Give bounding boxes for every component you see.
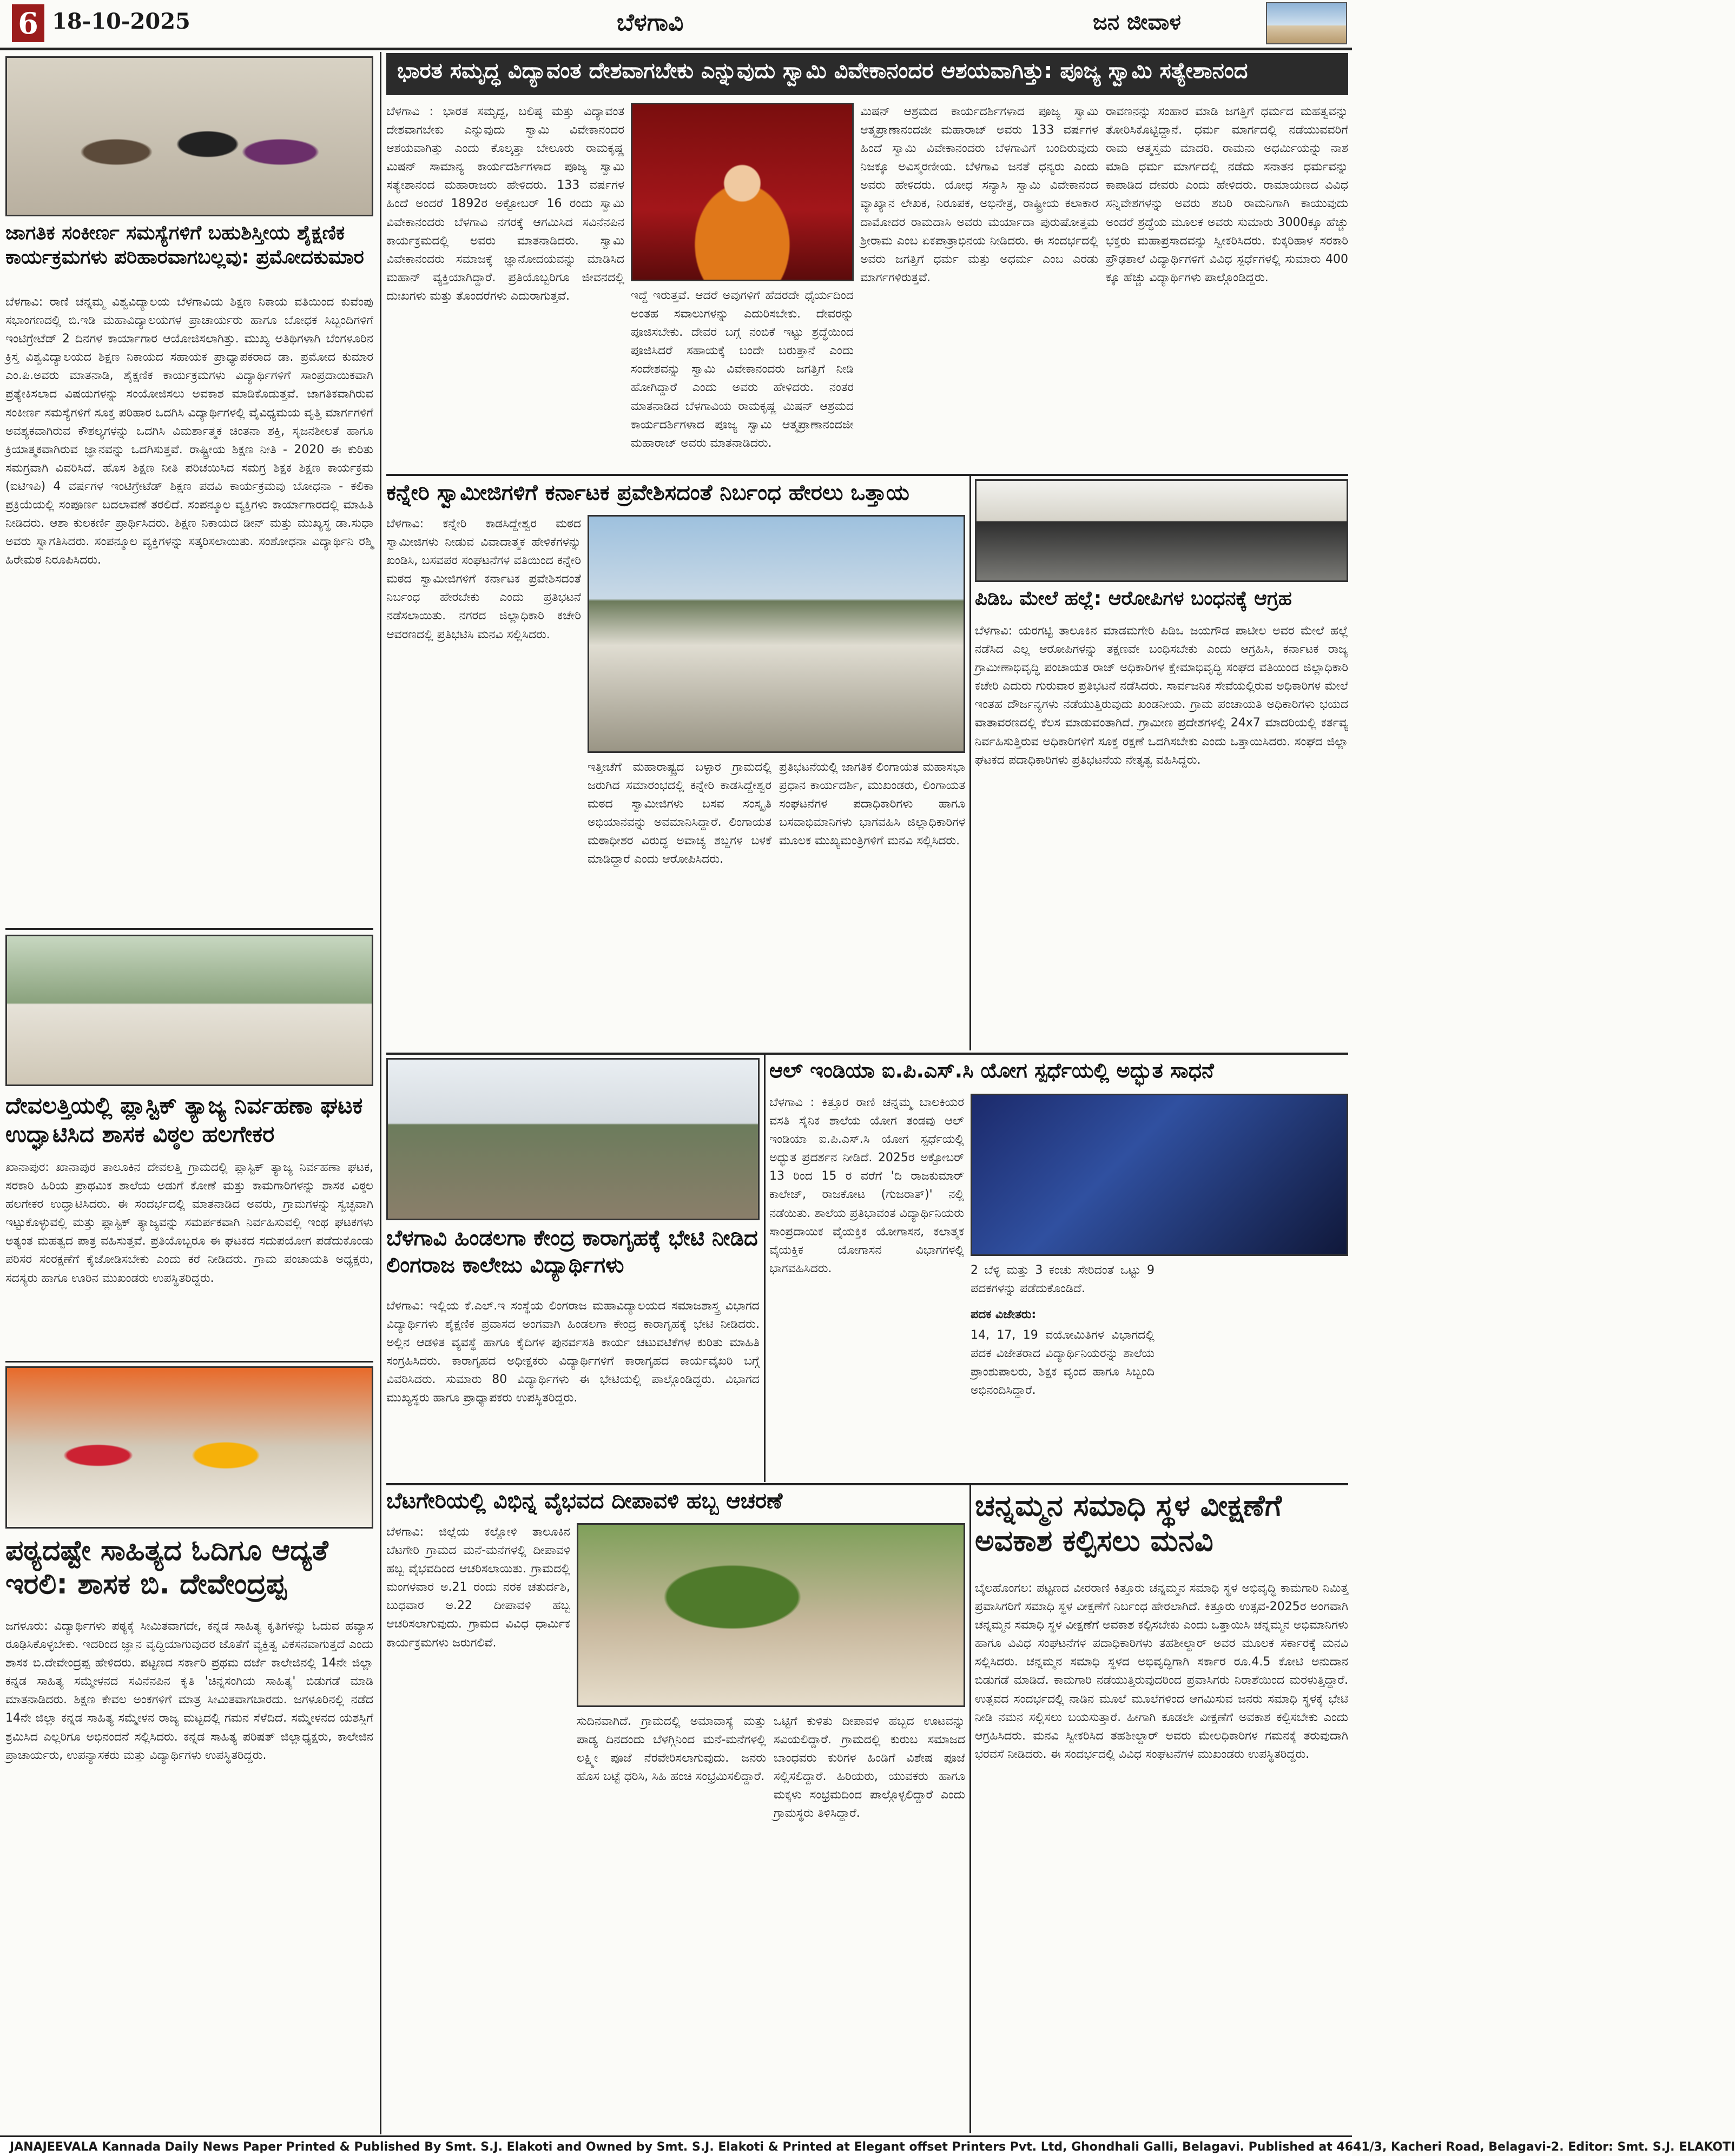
article-kaneri-col3: ಪ್ರತಿಭಟನೆಯಲ್ಲಿ ಜಾಗತಿಕ ಲಿಂಗಾಯತ ಮಹಾಸಭಾ ಪ್ರಧಾನ ಕಾರ್ಯದರ್ಶಿ, ಮುಖಂಡರು, ಲಿಂಗಾಯತ ಸಂಘಟನೆಗಳ ಪದಾಧಿಕಾರಿಗಳು ಹಾಗೂ ಬಸವಾಭಿಮಾನಿಗಳು ಭಾಗವಹಿಸಿ ಜಿಲ್ಲಾಧಿಕಾರಿಗಳ ಮೂಲಕ ಮುಖ್ಯಮಂತ್ರಿಗಳಿಗೆ ಮನವಿ ಸಲ್ಲಿಸಿದರು. xyxy=(779,760,965,848)
article-yoga-body2: 2 ಬೆಳ್ಳಿ ಮತ್ತು 3 ಕಂಚು ಸೇರಿದಂತೆ ಒಟ್ಟು 9 ಪದಕಗಳನ್ನು ಪಡೆದುಕೊಂಡಿದೆ. xyxy=(971,1264,1155,1296)
article-betageri-col2: ಸುದಿನವಾಗಿದೆ. ಗ್ರಾಮದಲ್ಲಿ ಅಮಾವಾಸ್ಯೆ ಮತ್ತು ಪಾಡ್ಯ ದಿನದಂದು ಬೆಳಗ್ಗಿನಿಂದ ಮನೆ-ಮನೆಗಳಲ್ಲಿ ಲಕ್ಷ್ಮೀ ಪೂಜೆ ನೆರವೇರಿಸಲಾಗುವುದು. ಜನರು ಹೊಸ ಬಟ್ಟೆ ಧರಿಸಿ, ಸಿಹಿ ಹಂಚಿ ಸಂಭ್ರಮಿಸಲಿದ್ದಾರೆ. xyxy=(577,1715,766,1784)
article-chennamma-headline: ಚನ್ನಮ್ಮನ ಸಮಾಧಿ ಸ್ಥಳ ವೀಕ್ಷಣೆಗೆ ಅವಕಾಶ ಕಲ್ಪಿಸಲು ಮನವಿ xyxy=(975,1489,1282,1558)
divider xyxy=(5,1361,373,1363)
article-left3-headline: ಪಠ್ಯದಷ್ಟೇ ಸಾಹಿತ್ಯದ ಓದಿಗೂ ಆದ್ಯತೆ ಇರಲಿ: ಶಾಸಕ ಬಿ. ದೇವೇಂದ್ರಪ್ಪ xyxy=(5,1535,328,1601)
article-left2-body: ಖಾನಾಪುರ: ಖಾನಾಪುರ ತಾಲೂಕಿನ ದೇವಲತ್ತಿ ಗ್ರಾಮದಲ್ಲಿ ಪ್ಲಾಸ್ಟಿಕ್ ತ್ಯಾಜ್ಯ ನಿರ್ವಹಣಾ ಘಟಕ, ಸರಕಾರಿ ಹಿರಿಯ ಪ್ರಾಥಮಿಕ ಶಾಲೆಯ ಅಡುಗೆ ಕೋಣೆ ಮತ್ತು ಕಾಮಗಾರಿಗಳನ್ನು ಶಾಸಕ ವಿಠ್ಠಲ ಹಲಗೇಕರ ಉದ್ಘಾಟಿಸಿದರು. ಈ ಸಂದರ್ಭದಲ್ಲಿ ಮಾತನಾಡಿದ ಅವರು, ಗ್ರಾಮಗಳನ್ನು ಸ್ವಚ್ಛವಾಗಿ ಇಟ್ಟುಕೊಳ್ಳುವಲ್ಲಿ ಮತ್ತು ಪ್ಲಾಸ್ಟಿಕ್ ತ್ಯಾಜ್ಯವನ್ನು ಸಮರ್ಪಕವಾಗಿ ನಿರ್ವಹಿಸುವಲ್ಲಿ ಇಂಥ ಘಟಕಗಳು ಅತ್ಯಂತ ಮಹತ್ವದ ಪಾತ್ರ ವಹಿಸುತ್ತವೆ. ಪ್ರತಿಯೊಬ್ಬರೂ ಈ ಘಟಕದ ಸದುಪಯೋಗ ಪಡೆದುಕೊಂಡು ಪರಿಸರ ಸಂರಕ್ಷಣೆಗೆ ಕೈಜೋಡಿಸಬೇಕು ಎಂದು ಕರೆ ನೀಡಿದರು. ಗ್ರಾಮ ಪಂಚಾಯತಿ ಅಧ್ಯಕ್ಷರು, ಸದಸ್ಯರು ಹಾಗೂ ಊರಿನ ಮುಖಂಡರು ಉಪಸ್ಥಿತರಿದ್ದರು. xyxy=(5,1161,373,1285)
divider xyxy=(5,928,373,930)
article-prison-body: ಬೆಳಗಾವಿ: ಇಲ್ಲಿಯ ಕೆ.ಎಲ್.ಇ ಸಂಸ್ಥೆಯ ಲಿಂಗರಾಜ ಮಹಾವಿದ್ಯಾಲಯದ ಸಮಾಜಶಾಸ್ತ್ರ ವಿಭಾಗದ ವಿದ್ಯಾರ್ಥಿಗಳು ಶೈಕ್ಷಣಿಕ ಪ್ರವಾಸದ ಅಂಗವಾಗಿ ಹಿಂಡಲಗಾ ಕೇಂದ್ರ ಕಾರಾಗೃಹಕ್ಕೆ ಭೇಟಿ ನೀಡಿದರು. ಅಲ್ಲಿನ ಆಡಳಿತ ವ್ಯವಸ್ಥೆ ಹಾಗೂ ಕೈದಿಗಳ ಪುನರ್ವಸತಿ ಕಾರ್ಯ ಚಟುವಟಿಕೆಗಳ ಕುರಿತು ಮಾಹಿತಿ ಸಂಗ್ರಹಿಸಿದರು. ಕಾರಾಗೃಹದ ಅಧೀಕ್ಷಕರು ವಿದ್ಯಾರ್ಥಿಗಳಿಗೆ ಕಾರಾಗೃಹದ ಕಾರ್ಯವೈಖರಿ ಬಗ್ಗೆ ವಿವರಿಸಿದರು. ಸುಮಾರು 80 ವಿದ್ಯಾರ್ಥಿಗಳು ಈ ಭೇಟಿಯಲ್ಲಿ ಪಾಲ್ಗೊಂಡಿದ್ದರು. ವಿಭಾಗದ ಮುಖ್ಯಸ್ಥರು ಹಾಗೂ ಪ್ರಾಧ್ಯಾಪಕರು ಉಪಸ್ಥಿತರಿದ್ದರು. xyxy=(386,1299,760,1405)
prison-visit-photo xyxy=(386,1058,760,1220)
yoga-team-photo xyxy=(971,1094,1348,1256)
article-left3-body: ಜಗಳೂರು: ವಿದ್ಯಾರ್ಥಿಗಳು ಪಠ್ಯಕ್ಕೆ ಸೀಮಿತವಾಗದೇ, ಕನ್ನಡ ಸಾಹಿತ್ಯ ಕೃತಿಗಳನ್ನು ಓದುವ ಹವ್ಯಾಸ ರೂಢಿಸಿಕೊಳ್ಳಬೇಕು. ಇದರಿಂದ ಜ್ಞಾನ ವೃದ್ಧಿಯಾಗುವುದರ ಜೊತೆಗೆ ವ್ಯಕ್ತಿತ್ವ ವಿಕಸನವಾಗುತ್ತದೆ ಎಂದು ಶಾಸಕ ಬಿ.ದೇವೇಂದ್ರಪ್ಪ ಹೇಳಿದರು. ಪಟ್ಟಣದ ಸರ್ಕಾರಿ ಪ್ರಥಮ ದರ್ಜೆ ಕಾಲೇಜಿನಲ್ಲಿ 14ನೇ ಜಿಲ್ಲಾ ಕನ್ನಡ ಸಾಹಿತ್ಯ ಸಮ್ಮೇಳನದ ಸವಿನೆನಪಿನ ಕೃತಿ 'ಚಿನ್ನಸಂಗಿಯ ಸಾಹಿತ್ಯ' ಬಿಡುಗಡೆ ಮಾಡಿ ಮಾತನಾಡಿದರು. ಶಿಕ್ಷಣ ಕೇವಲ ಅಂಕಗಳಿಗೆ ಮಾತ್ರ ಸೀಮಿತವಾಗಬಾರದು. ಜಗಳೂರಿನಲ್ಲಿ ನಡೆದ 14ನೇ ಜಿಲ್ಲಾ ಕನ್ನಡ ಸಾಹಿತ್ಯ ಸಮ್ಮೇಳನ ರಾಜ್ಯ ಮಟ್ಟದಲ್ಲಿ ಗಮನ ಸೆಳೆದಿದೆ. ಸಮ್ಮೇಳನದ ಯಶಸ್ಸಿಗೆ ಶ್ರಮಿಸಿದ ಎಲ್ಲರಿಗೂ ಅಭಿನಂದನೆ ಸಲ್ಲಿಸಿದರು. ಕನ್ನಡ ಸಾಹಿತ್ಯ ಪರಿಷತ್ ಜಿಲ್ಲಾಧ್ಯಕ್ಷರು, ಕಾಲೇಜಿನ ಪ್ರಾಚಾರ್ಯರು, ಉಪನ್ಯಾಸಕರು ಮತ್ತು ವಿದ್ಯಾರ್ಥಿಗಳು ಉಪಸ್ಥಿತರಿದ್ದರು. xyxy=(5,1619,373,1762)
article-yoga-headline: ಆಲ್ ಇಂಡಿಯಾ ಐ.ಪಿ.ಎಸ್.ಸಿ ಯೋಗ ಸ್ಪರ್ಧೆಯಲ್ಲಿ ಅದ್ಭುತ ಸಾಧನೆ xyxy=(769,1059,1214,1082)
divider xyxy=(386,474,1348,476)
inauguration-photo xyxy=(5,935,373,1086)
article-yoga-body: ಬೆಳಗಾವಿ : ಕಿತ್ತೂರ ರಾಣಿ ಚನ್ನಮ್ಮ ಬಾಲಕಿಯರ ವಸತಿ ಸೈನಿಕ ಶಾಲೆಯ ಯೋಗ ತಂಡವು ಆಲ್ ಇಂಡಿಯಾ ಐ.ಪಿ.ಎಸ್.ಸಿ ಯೋಗ ಸ್ಪರ್ಧೆಯಲ್ಲಿ ಅದ್ಭುತ ಪ್ರದರ್ಶನ ನೀಡಿದೆ. 2025ರ ಅಕ್ಟೋಬರ್ 13 ರಿಂದ 15 ರ ವರೆಗೆ 'ದಿ ರಾಜಕುಮಾರ್ ಕಾಲೇಜ್, ರಾಜಕೋಟ (ಗುಜರಾತ್)' ನಲ್ಲಿ ನಡೆಯಿತು. ಶಾಲೆಯ ಪ್ರತಿಭಾವಂತ ವಿದ್ಯಾರ್ಥಿನಿಯರು ಸಾಂಪ್ರದಾಯಿಕ ವೈಯಕ್ತಿಕ ಯೋಗಾಸನ, ಕಲಾತ್ಮಕ ವೈಯಕ್ತಿಕ ಯೋಗಾಸನ ವಿಭಾಗಗಳಲ್ಲಿ ಭಾಗವಹಿಸಿದರು. xyxy=(769,1096,964,1275)
article-prison-headline: ಬೆಳಗಾವಿ ಹಿಂಡಲಗಾ ಕೇಂದ್ರ ಕಾರಾಗೃಹಕ್ಕೆ ಭೇಟಿ ನೀಡಿದ ಲಿಂಗರಾಜ ಕಾಲೇಜು ವಿದ್ಯಾರ್ಥಿಗಳು xyxy=(386,1226,758,1278)
issue-date: 18-10-2025 xyxy=(52,9,190,34)
article-kaneri-col2: ಇತ್ತೀಚೆಗೆ ಮಹಾರಾಷ್ಟ್ರದ ಬಳ್ಳಾರ ಗ್ರಾಮದಲ್ಲಿ ಜರುಗಿದ ಸಮಾರಂಭದಲ್ಲಿ ಕನ್ನೇರಿ ಕಾಡಸಿದ್ದೇಶ್ವರ ಮಠದ ಸ್ವಾಮೀಜಿಗಳು ಬಸವ ಸಂಸ್ಕೃತಿ ಅಭಿಯಾನವನ್ನು ಅವಮಾನಿಸಿದ್ದಾರೆ. ಲಿಂಗಾಯತ ಮಠಾಧೀಶರ ವಿರುದ್ಧ ಅವಾಚ್ಯ ಶಬ್ದಗಳ ಬಳಕೆ ಮಾಡಿದ್ದಾರೆ ಎಂದು ಆರೋಪಿಸಿದರು. xyxy=(588,760,771,867)
article-left1-headline: ಜಾಗತಿಕ ಸಂಕೀರ್ಣ ಸಮಸ್ಯೆಗಳಿಗೆ ಬಹುಶಿಸ್ತೀಯ ಶೈಕ್ಷಣಿಕ ಕಾರ್ಯಕ್ರಮಗಳು ಪರಿಹಾರವಾಗಬಲ್ಲವು: ಪ್ರಮೋದಕುಮಾರ xyxy=(5,222,364,268)
article-swami-headline: ಭಾರತ ಸಮೃದ್ಧ ವಿದ್ಯಾವಂತ ದೇಶವಾಗಬೇಕು ಎನ್ನುವುದು ಸ್ವಾಮಿ ವಿವೇಕಾನಂದರ ಆಶಯವಾಗಿತ್ತು: ಪೂಜ್ಯ ಸ್ವಾಮಿ ಸತ್ಯೇಶಾನಂದ xyxy=(386,53,1348,95)
workshop-photo xyxy=(5,56,373,216)
book-release-photo xyxy=(5,1366,373,1529)
column-divider xyxy=(969,476,971,1050)
divider xyxy=(386,1053,1348,1055)
page-number: 6 xyxy=(12,4,44,42)
protest-photo xyxy=(588,515,965,753)
article-pdo-headline: ಪಿಡಿಒ ಮೇಲೆ ಹಲ್ಲೆ: ಆರೋಪಿಗಳ ಬಂಧನಕ್ಕೆ ಆಗ್ರಹ xyxy=(975,587,1292,610)
article-left2-headline: ದೇವಲತ್ತಿಯಲ್ಲಿ ಪ್ಲಾಸ್ಟಿಕ್ ತ್ಯಾಜ್ಯ ನಿರ್ವಹಣಾ ಘಟಕ ಉದ್ಘಾಟಿಸಿದ ಶಾಸಕ ವಿಠ್ಠಲ ಹಲಗೇಕರ xyxy=(5,1092,363,1147)
article-yoga-medals: 14, 17, 19 ವಯೋಮಿತಿಗಳ ವಿಭಾಗದಲ್ಲಿ ಪದಕ ವಿಜೇತರಾದ ವಿದ್ಯಾರ್ಥಿನಿಯರನ್ನು ಶಾಲೆಯ ಪ್ರಾಂಶುಪಾಲರು, ಶಿಕ್ಷಕ ವೃಂದ ಹಾಗೂ ಸಿಬ್ಬಂದಿ ಅಭಿನಂದಿಸಿದ್ದಾರೆ. xyxy=(971,1328,1155,1398)
article-swami-col3: ಮಿಷನ್ ಆಶ್ರಮದ ಕಾರ್ಯದರ್ಶಿಗಳಾದ ಪೂಜ್ಯ ಸ್ವಾಮಿ ಆತ್ಮಪ್ರಾಣಾನಂದಜೀ ಮಹಾರಾಜ್ ಅವರು 133 ವರ್ಷಗಳ ಹಿಂದೆ ಸ್ವಾಮಿ ವಿವೇಕಾನಂದರು ಬೆಳಗಾವಿಗೆ ಬಂದಿರುವುದು ನಿಜಕ್ಕೂ ಅವಿಸ್ಮರಣೀಯ. ಬೆಳಗಾವಿ ಜನತೆ ಧನ್ಯರು ಎಂದು ಅವರು ಹೇಳಿದರು. ಯೋಧ ಸನ್ಯಾಸಿ ಸ್ವಾಮಿ ವಿವೇಕಾನಂದ ವ್ಯಾಖ್ಯಾನ ಲೇಖಕ, ನಿರೂಪಕ, ಅಭಿನೇತ್ರ, ರಾಷ್ಟ್ರೀಯ ಕಲಾಕಾರ ದಾಮೋದರ ರಾಮದಾಸಿ ಅವರು ಮರ್ಯಾದಾ ಪುರುಷೋತ್ತಮ ಶ್ರೀರಾಮ ಎಂಬ ಏಕಪಾತ್ರಾಭಿನಯ ನೀಡಿದರು. ಈ ಸಂದರ್ಭದಲ್ಲಿ ಅವರು ಜಗತ್ತಿಗೆ ಧರ್ಮ ಮತ್ತು ಅಧರ್ಮ ಎಂಬ ಎರಡು ಮಾರ್ಗಗಳಿರುತ್ತವೆ. xyxy=(860,105,1098,285)
edition-city: ಬೆಳಗಾವಿ xyxy=(617,9,684,36)
medal-winners-label: ಪದಕ ವಿಜೇತರು: xyxy=(971,1308,1037,1321)
swami-photo xyxy=(631,103,854,281)
article-kaneri-headline: ಕನ್ನೇರಿ ಸ್ವಾಮೀಜಿಗಳಿಗೆ ಕರ್ನಾಟಕ ಪ್ರವೇಶಿಸದಂತೆ ನಿರ್ಬಂಧ ಹೇರಲು ಒತ್ತಾಯ xyxy=(386,480,909,505)
article-swami-col1: ಬೆಳಗಾವಿ : ಭಾರತ ಸಮೃದ್ಧ, ಬಲಿಷ್ಠ ಮತ್ತು ವಿದ್ಯಾವಂತ ದೇಶವಾಗಬೇಕು ಎನ್ನುವುದು ಸ್ವಾಮಿ ವಿವೇಕಾನಂದರ ಆಶಯವಾಗಿತ್ತು ಎಂದು ಕೊಲ್ಕತ್ತಾ ಬೇಲೂರು ರಾಮಕೃಷ್ಣ ಮಿಷನ್ ಸಾಮಾನ್ಯ ಕಾರ್ಯದರ್ಶಿಗಳಾದ ಪೂಜ್ಯ ಸ್ವಾಮಿ ಸತ್ಯೇಶಾನಂದ ಮಹಾರಾಜರು ಹೇಳಿದರು. 133 ವರ್ಷಗಳ ಹಿಂದೆ ಅಂದರೆ 1892ರ ಅಕ್ಟೋಬರ್ 16 ರಂದು ಸ್ವಾಮಿ ವಿವೇಕಾನಂದರು ಬೆಳಗಾವಿ ನಗರಕ್ಕೆ ಆಗಮಿಸಿದ ಸವಿನೆನಪಿನ ಕಾರ್ಯಕ್ರಮದಲ್ಲಿ ಅವರು ಮಾತನಾಡಿದರು. ಸ್ವಾಮಿ ವಿವೇಕಾನಂದರು ಸಮಾಜಕ್ಕೆ ಜ್ಞಾನೋದಯವನ್ನು ಮಾಡಿಸಿದ ಮಹಾನ್ ವ್ಯಕ್ತಿಯಾಗಿದ್ದಾರೆ. ಪ್ರತಿಯೊಬ್ಬರಿಗೂ ಜೀವನದಲ್ಲಿ ದುಃಖಗಳು ಮತ್ತು ತೊಂದರೆಗಳು ಎದುರಾಗುತ್ತವೆ. xyxy=(386,105,624,303)
column-divider xyxy=(969,1485,971,2133)
divider xyxy=(386,1483,1348,1485)
masthead-divider xyxy=(0,48,1352,50)
article-betageri-col3: ಒಟ್ಟಿಗೆ ಕುಳಿತು ದೀಪಾವಳಿ ಹಬ್ಬದ ಊಟವನ್ನು ಸವಿಯಲಿದ್ದಾರೆ. ಗ್ರಾಮದಲ್ಲಿ ಕುರುಬ ಸಮಾಜದ ಬಾಂಧವರು ಕುರಿಗಳ ಹಿಂಡಿಗೆ ವಿಶೇಷ ಪೂಜೆ ಸಲ್ಲಿಸಲಿದ್ದಾರೆ. ಹಿರಿಯರು, ಯುವಕರು ಹಾಗೂ ಮಕ್ಕಳು ಸಂಭ್ರಮದಿಂದ ಪಾಲ್ಗೊಳ್ಳಲಿದ್ದಾರೆ ಎಂದು ಗ್ರಾಮಸ್ಥರು ತಿಳಿಸಿದ್ದಾರೆ. xyxy=(774,1715,965,1821)
article-kaneri-col1: ಬೆಳಗಾವಿ: ಕನ್ನೇರಿ ಕಾಡಸಿದ್ದೇಶ್ವರ ಮಠದ ಸ್ವಾಮೀಜಿಗಳು ನೀಡುವ ವಿವಾದಾತ್ಮಕ ಹೇಳಿಕೆಗಳನ್ನು ಖಂಡಿಸಿ, ಬಸವಪರ ಸಂಘಟನೆಗಳ ವತಿಯಿಂದ ಕನ್ನೇರಿ ಮಠದ ಸ್ವಾಮೀಜಿಗಳಿಗೆ ಕರ್ನಾಟಕ ಪ್ರವೇಶಿಸದಂತೆ ನಿರ್ಬಂಧ ಹೇರಬೇಕು ಎಂದು ಪ್ರತಿಭಟನೆ ನಡೆಸಲಾಯಿತು. ನಗರದ ಜಿಲ್ಲಾಧಿಕಾರಿ ಕಚೇರಿ ಆವರಣದಲ್ಲಿ ಪ್ರತಿಭಟಿಸಿ ಮನವಿ ಸಲ್ಲಿಸಿದರು. xyxy=(386,517,581,641)
column-divider xyxy=(764,1055,766,1482)
article-swami-col4: ರಾವಣನನ್ನು ಸಂಹಾರ ಮಾಡಿ ಜಗತ್ತಿಗೆ ಧರ್ಮದ ಮಹತ್ವವನ್ನು ತೋರಿಸಿಕೊಟ್ಟಿದ್ದಾನೆ. ಧರ್ಮ ಮಾರ್ಗದಲ್ಲಿ ನಡೆಯುವವರಿಗೆ ರಾಮ ಆತ್ಮಸ್ತಮ ಮಾದರಿ. ರಾಮನು ಅಧರ್ಮಿಯನ್ನು ನಾಶ ಮಾಡಿ ಧರ್ಮ ಮಾರ್ಗದಲ್ಲಿ ನಡೆದು ಸನಾತನ ಧರ್ಮವನ್ನು ಕಾಪಾಡಿದ ದೇವರು ಎಂದು ಹೇಳಿದರು. ರಾಮಾಯಣದ ವಿವಿಧ ಸನ್ನಿವೇಶಗಳನ್ನು ಅವರು ಶಬರಿ ರಾಮನಿಗಾಗಿ ಕಾಯುವುದು ಅಂದರೆ ಶ್ರದ್ಧೆಯ ಮೂಲಕ ಅವರು ಸುಮಾರು 3000ಕ್ಕೂ ಹೆಚ್ಚು ಭಕ್ತರು ಮಹಾಪ್ರಸಾದವನ್ನು ಸ್ವೀಕರಿಸಿದರು. ಕುಕ್ಕರಿಹಾಳ ಸರಕಾರಿ ಪ್ರೌಢಶಾಲೆ ವಿದ್ಯಾರ್ಥಿಗಳಿಗೆ ವಿವಿಧ ಸ್ಪರ್ಧೆಗಳಲ್ಲಿ ಸುಮಾರು 400 ಕ್ಕೂ ಹೆಚ್ಚು ವಿದ್ಯಾರ್ಥಿಗಳು ಪಾಲ್ಗೊಂಡಿದ್ದರು. xyxy=(1106,105,1348,285)
article-chennamma-body: ಬೈಲಹೊಂಗಲ: ಪಟ್ಟಣದ ವೀರರಾಣಿ ಕಿತ್ತೂರು ಚನ್ನಮ್ಮನ ಸಮಾಧಿ ಸ್ಥಳ ಅಭಿವೃದ್ಧಿ ಕಾಮಗಾರಿ ನಿಮಿತ್ತ ಪ್ರವಾಸಿಗರಿಗೆ ಸಮಾಧಿ ಸ್ಥಳ ವೀಕ್ಷಣೆಗೆ ನಿರ್ಬಂಧ ಹೇರಲಾಗಿದೆ. ಕಿತ್ತೂರು ಉತ್ಸವ-2025ರ ಅಂಗವಾಗಿ ಚನ್ನಮ್ಮನ ಸಮಾಧಿ ಸ್ಥಳ ವೀಕ್ಷಣೆಗೆ ಅವಕಾಶ ಕಲ್ಪಿಸಬೇಕು ಎಂದು ಒತ್ತಾಯಿಸಿ ಚನ್ನಮ್ಮನ ಅಭಿಮಾನಿಗಳು ಹಾಗೂ ವಿವಿಧ ಸಂಘಟನೆಗಳ ಪದಾಧಿಕಾರಿಗಳು ತಹಶೀಲ್ದಾರ್ ಅವರ ಮೂಲಕ ಸರ್ಕಾರಕ್ಕೆ ಮನವಿ ಸಲ್ಲಿಸಿದರು. ಚನ್ನಮ್ಮನ ಸಮಾಧಿ ಸ್ಥಳದ ಅಭಿವೃದ್ಧಿಗಾಗಿ ಸರ್ಕಾರ ರೂ.4.5 ಕೋಟಿ ಅನುದಾನ ಬಿಡುಗಡೆ ಮಾಡಿದೆ. ಕಾಮಗಾರಿ ನಡೆಯುತ್ತಿರುವುದರಿಂದ ಪ್ರವಾಸಿಗರು ನಿರಾಶೆಯಿಂದ ಮರಳುತ್ತಿದ್ದಾರೆ. ಉತ್ಸವದ ಸಂದರ್ಭದಲ್ಲಿ ನಾಡಿನ ಮೂಲೆ ಮೂಲೆಗಳಿಂದ ಆಗಮಿಸುವ ಜನರು ಸಮಾಧಿ ಸ್ಥಳಕ್ಕೆ ಭೇಟಿ ನೀಡಿ ನಮನ ಸಲ್ಲಿಸಲು ಬಯಸುತ್ತಾರೆ. ಹೀಗಾಗಿ ಕೂಡಲೇ ವೀಕ್ಷಣೆಗೆ ಅವಕಾಶ ಕಲ್ಪಿಸಬೇಕು ಎಂದು ಆಗ್ರಹಿಸಿದರು. ಮನವಿ ಸ್ವೀಕರಿಸಿದ ತಹಶೀಲ್ದಾರ್ ಅವರು ಮೇಲಧಿಕಾರಿಗಳ ಗಮನಕ್ಕೆ ತರುವುದಾಗಿ ಭರವಸೆ ನೀಡಿದರು. ಈ ಸಂದರ್ಭದಲ್ಲಿ ವಿವಿಧ ಸಂಘಟನೆಗಳ ಮುಖಂಡರು ಉಪಸ್ಥಿತರಿದ್ದರು. xyxy=(975,1582,1348,1761)
article-swami-col2: ಇದ್ದೆ ಇರುತ್ತವೆ. ಆದರೆ ಅವುಗಳಿಗೆ ಹೆದರದೇ ಧೈರ್ಯದಿಂದ ಅಂತಹ ಸವಾಲುಗಳನ್ನು ಎದುರಿಸಬೇಕು. ದೇವರನ್ನು ಪೂಜಿಸಬೇಕು. ದೇವರ ಬಗ್ಗೆ ನಂಬಿಕೆ ಇಟ್ಟು ಶ್ರದ್ಧೆಯಿಂದ ಪೂಜಿಸಿದರೆ ಸಹಾಯಕ್ಕೆ ಬಂದೇ ಬರುತ್ತಾನೆ ಎಂದು ಸಂದೇಶವನ್ನು ಸ್ವಾಮಿ ವಿವೇಕಾನಂದರು ಜಗತ್ತಿಗೆ ನೀಡಿ ಹೋಗಿದ್ದಾರೆ ಎಂದು ಅವರು ಹೇಳಿದರು. ನಂತರ ಮಾತನಾಡಿದ ಬೆಳಗಾವಿಯ ರಾಮಕೃಷ್ಣ ಮಿಷನ್ ಆಶ್ರಮದ ಕಾರ್ಯದರ್ಶಿಗಳಾದ ಪೂಜ್ಯ ಸ್ವಾಮಿ ಆತ್ಮಪ್ರಾಣಾನಂದಜೀ ಮಹಾರಾಜ್ ಅವರು ಮಾತನಾಡಿದರು. xyxy=(631,289,854,450)
pdo-protest-photo xyxy=(975,479,1348,582)
article-betageri-col1: ಬೆಳಗಾವಿ: ಜಿಲ್ಲೆಯ ಕಲ್ಲೋಳಿ ತಾಲೂಕಿನ ಬೆಟಗೇರಿ ಗ್ರಾಮದ ಮನೆ-ಮನೆಗಳಲ್ಲಿ ದೀಪಾವಳಿ ಹಬ್ಬ ವೈಭವದಿಂದ ಆಚರಿಸಲಾಯಿತು. ಗ್ರಾಮದಲ್ಲಿ ಮಂಗಳವಾರ ಅ.21 ರಂದು ನರಕ ಚತುರ್ದಶಿ, ಬುಧವಾರ ಅ.22 ದೀಪಾವಳಿ ಹಬ್ಬ ಆಚರಿಸಲಾಗುವುದು. ಗ್ರಾಮದ ವಿವಿಧ ಧಾರ್ಮಿಕ ಕಾರ್ಯಕ್ರಮಗಳು ಜರುಗಲಿವೆ. xyxy=(386,1525,570,1650)
diwali-festival-photo xyxy=(577,1523,965,1707)
paper-name: ಜನ ಜೀವಾಳ xyxy=(1093,10,1181,35)
article-betageri-headline: ಬೆಟಗೇರಿಯಲ್ಲಿ ವಿಭಿನ್ನ ವೈಭವದ ದೀಪಾವಳಿ ಹಬ್ಬ ಆಚರಣೆ xyxy=(386,1489,783,1513)
column-divider xyxy=(380,52,381,2134)
article-left1-body: ಬೆಳಗಾವಿ: ರಾಣಿ ಚನ್ನಮ್ಮ ವಿಶ್ವವಿದ್ಯಾಲಯ ಬೆಳಗಾವಿಯ ಶಿಕ್ಷಣ ನಿಕಾಯ ವತಿಯಿಂದ ಕುವೆಂಪು ಸಭಾಂಗಣದಲ್ಲಿ ಬಿ.ಇಡಿ ಮಹಾವಿದ್ಯಾಲಯಗಳ ಪ್ರಾಚಾರ್ಯರು ಹಾಗೂ ಬೋಧಕ ಸಿಬ್ಬಂದಿಗಳಿಗೆ ಇಂಟಿಗ್ರೇಟೆಡ್ 2 ದಿನಗಳ ಕಾರ್ಯಾಗಾರ ಆಯೋಜಿಸಲಾಗಿತ್ತು. ಮುಖ್ಯ ಅತಿಥಿಗಳಾಗಿ ಬೆಂಗಳೂರಿನ ಕ್ರಿಸ್ತ ವಿಶ್ವವಿದ್ಯಾಲಯದ ಶಿಕ್ಷಣ ನಿಕಾಯದ ಸಹಾಯಕ ಪ್ರಾಧ್ಯಾಪಕರಾದ ಡಾ. ಪ್ರಮೋದ ಕುಮಾರ ಎಂ.ಪಿ.ಅವರು ಮಾತನಾಡಿ, ಶೈಕ್ಷಣಿಕ ಕಾರ್ಯಕ್ರಮಗಳು ವಿದ್ಯಾರ್ಥಿಗಳಿಗೆ ಸಾಂಪ್ರದಾಯಿಕವಾಗಿ ಪ್ರತ್ಯೇಕಿಸಲಾದ ವಿಷಯಗಳನ್ನು ಸಂಯೋಜಿಸಲು ಅವಕಾಶ ಮಾಡಿಕೊಡುತ್ತವೆ. ಜಾಗತಿಕವಾಗಿರುವ ಸಂಕೀರ್ಣ ಸಮಸ್ಯೆಗಳಿಗೆ ಸೂಕ್ತ ಪರಿಹಾರ ಒದಗಿಸಿ ವಿದ್ಯಾರ್ಥಿಗಳಲ್ಲಿ ವೈವಿಧ್ಯಮಯ ವೃತ್ತಿ ಮಾರ್ಗಗಳಿಗೆ ಅವಶ್ಯಕವಾಗಿರುವ ಕೌಶಲ್ಯಗಳನ್ನು ಒದಗಿಸಿ ವಿಮರ್ಶಾತ್ಮಕ ಚಿಂತನಾ ಶಕ್ತಿ, ಸೃಜನಶೀಲತೆ ಹಾಗೂ ಕ್ರಿಯಾತ್ಮಕವಾಗಿರುವ ಜ್ಞಾನವನ್ನು ಒದಗಿಸುತ್ತವೆ. ರಾಷ್ಟ್ರೀಯ ಶಿಕ್ಷಣ ನೀತಿ - 2020 ಈ ಕುರಿತು ಸಮಗ್ರವಾಗಿ ವಿವರಿಸಿದೆ. ಹೊಸ ಶಿಕ್ಷಣ ನೀತಿ ಪರಿಚಯಿಸಿದ ಸಮಗ್ರ ಶಿಕ್ಷಕ ಶಿಕ್ಷಣ ಕಾರ್ಯಕ್ರಮ (ಐಟಿಇಪಿ) 4 ವರ್ಷಗಳ ಇಂಟಿಗ್ರೇಟೆಡ್ ಶಿಕ್ಷಣ ಪದವಿ ಕಾರ್ಯಕ್ರಮವು ಬೋಧನಾ - ಕಲಿಕಾ ಪ್ರಕ್ರಿಯೆಯಲ್ಲಿ ಸಂಪೂರ್ಣ ಬದಲಾವಣೆ ತರಲಿದೆ. ಸಂಪನ್ಮೂಲ ವ್ಯಕ್ತಿಗಳು ಕಾರ್ಯಾಗಾರದಲ್ಲಿ ಮಾಹಿತಿ ನೀಡಿದರು. ಆಶಾ ಕುಲಕರ್ಣಿ ಪ್ರಾರ್ಥಿಸಿದರು. ಶಿಕ್ಷಣ ನಿಕಾಯದ ಡೀನ್ ಮತ್ತು ಮುಖ್ಯಸ್ಥ ಡಾ.ಸುಧಾ ಅವರು ಸ್ವಾಗತಿಸಿದರು. ಸಂಪನ್ಮೂಲ ವ್ಯಕ್ತಿಗಳನ್ನು ಸತ್ಕರಿಸಲಾಯಿತು. ಸಂಶೋಧನಾ ವಿದ್ಯಾರ್ಥಿನಿ ರಶ್ಮಿ ಹಿರೇಮಠ ನಿರೂಪಿಸಿದರು. xyxy=(5,295,373,567)
masthead-building-image xyxy=(1266,2,1347,44)
imprint-footer: JANAJEEVALA Kannada Daily News Paper Printed & Published By Smt. S.J. Elakoti and Owned by Smt. S.J. Elakoti & Printed at Elegant offset Printers Pvt. Ltd, Ghondhali Galli, Belagavi. Published at 4641/3, Kacheri Road, Belagavi-2. Editor: Smt. S.J. ELAKOTI xyxy=(0,2135,1352,2156)
article-pdo-body: ಬೆಳಗಾವಿ: ಯರಗಟ್ಟಿ ತಾಲೂಕಿನ ಮಾಡಮಗೇರಿ ಪಿಡಿಒ ಜಯಗೌಡ ಪಾಟೀಲ ಅವರ ಮೇಲೆ ಹಲ್ಲೆ ನಡೆಸಿದ ಎಲ್ಲ ಆರೋಪಿಗಳನ್ನು ತಕ್ಷಣವೇ ಬಂಧಿಸಬೇಕು ಎಂದು ಆಗ್ರಹಿಸಿ, ಕರ್ನಾಟಕ ರಾಜ್ಯ ಗ್ರಾಮೀಣಾಭಿವೃದ್ಧಿ ಪಂಚಾಯತ ರಾಜ್ ಅಧಿಕಾರಿಗಳ ಕ್ಷೇಮಾಭಿವೃದ್ಧಿ ಸಂಘದ ವತಿಯಿಂದ ಜಿಲ್ಲಾಧಿಕಾರಿ ಕಚೇರಿ ಎದುರು ಗುರುವಾರ ಪ್ರತಿಭಟನೆ ನಡೆಸಿದರು. ಸಾರ್ವಜನಿಕ ಸೇವೆಯಲ್ಲಿರುವ ಅಧಿಕಾರಿಗಳ ಮೇಲೆ ಇಂತಹ ದೌರ್ಜನ್ಯಗಳು ನಡೆಯುತ್ತಿರುವುದು ಖಂಡನೀಯ. ಗ್ರಾಮ ಪಂಚಾಯತಿ ಅಧಿಕಾರಿಗಳು ಭಯದ ವಾತಾವರಣದಲ್ಲಿ ಕೆಲಸ ಮಾಡುವಂತಾಗಿದೆ. ಗ್ರಾಮೀಣ ಪ್ರದೇಶಗಳಲ್ಲಿ 24x7 ಮಾದರಿಯಲ್ಲಿ ಕರ್ತವ್ಯ ನಿರ್ವಹಿಸುತ್ತಿರುವ ಅಧಿಕಾರಿಗಳಿಗೆ ಸೂಕ್ತ ರಕ್ಷಣೆ ಒದಗಿಸಬೇಕು ಎಂದು ಒತ್ತಾಯಿಸಿದರು. ಸಂಘದ ಜಿಲ್ಲಾ ಘಟಕದ ಪದಾಧಿಕಾರಿಗಳು ಪ್ರತಿಭಟನೆಯ ನೇತೃತ್ವ ವಹಿಸಿದ್ದರು. xyxy=(975,624,1348,767)
